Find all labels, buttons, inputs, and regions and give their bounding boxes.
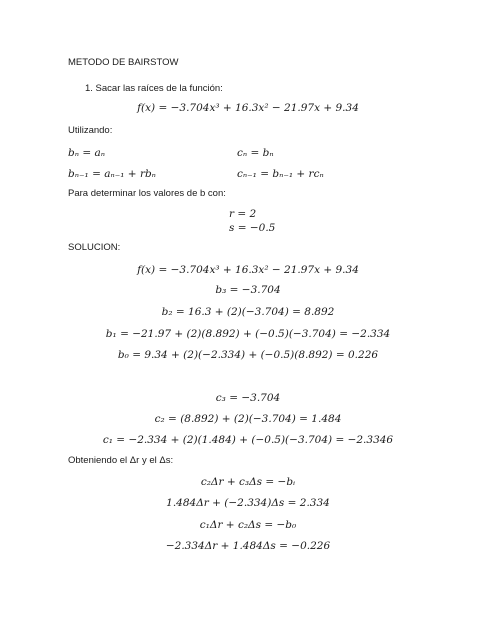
r-value: r = 2 (229, 208, 257, 220)
s-value: s = −0.5 (229, 222, 276, 234)
system-equation-3: c₁Δr + c₂Δs = −b₀ (199, 519, 297, 531)
solucion-label: SOLUCION: (68, 242, 121, 253)
solution-function: f(x) = −3.704x³ + 16.3x² − 21.97x + 9.34 (137, 264, 359, 276)
b2-equation: b₂ = 16.3 + (2)(−3.704) = 8.892 (161, 306, 335, 318)
para-determinar-text: Para determinar los valores de b con: (68, 188, 226, 199)
c1-equation: c₁ = −2.334 + (2)(1.484) + (−0.5)(−3.704) = −2.3346 (102, 434, 394, 446)
step-1-text: 1. Sacar las raíces de la función: (85, 83, 223, 94)
system-equation-4: −2.334Δr + 1.484Δs = −0.226 (165, 540, 331, 552)
system-equation-2: 1.484Δr + (−2.334)Δs = 2.334 (166, 497, 330, 509)
obteniendo-text: Obteniendo el Δr y el Δs: (68, 455, 174, 466)
utilizando-label: Utilizando: (68, 125, 113, 136)
b1-equation: b₁ = −21.97 + (2)(8.892) + (−0.5)(−3.704) = −2.334 (105, 328, 391, 340)
equation-bn: bₙ = aₙ (68, 147, 105, 159)
equation-bn-minus-1: bₙ₋₁ = aₙ₋₁ + rbₙ (68, 168, 156, 180)
equation-cn: cₙ = bₙ (237, 147, 274, 159)
function-equation: f(x) = −3.704x³ + 16.3x² − 21.97x + 9.34 (137, 102, 359, 114)
c3-equation: c₃ = −3.704 (215, 392, 281, 404)
equation-cn-minus-1: cₙ₋₁ = bₙ₋₁ + rcₙ (237, 168, 324, 180)
document-title: METODO DE BAIRSTOW (68, 57, 179, 68)
c2-equation: c₂ = (8.892) + (2)(−3.704) = 1.484 (154, 413, 342, 425)
b3-equation: b₃ = −3.704 (215, 284, 281, 296)
system-equation-1: c₂Δr + c₃Δs = −bᵢ (200, 476, 296, 488)
b0-equation: b₀ = 9.34 + (2)(−2.334) + (−0.5)(8.892) = 0.226 (117, 349, 379, 361)
